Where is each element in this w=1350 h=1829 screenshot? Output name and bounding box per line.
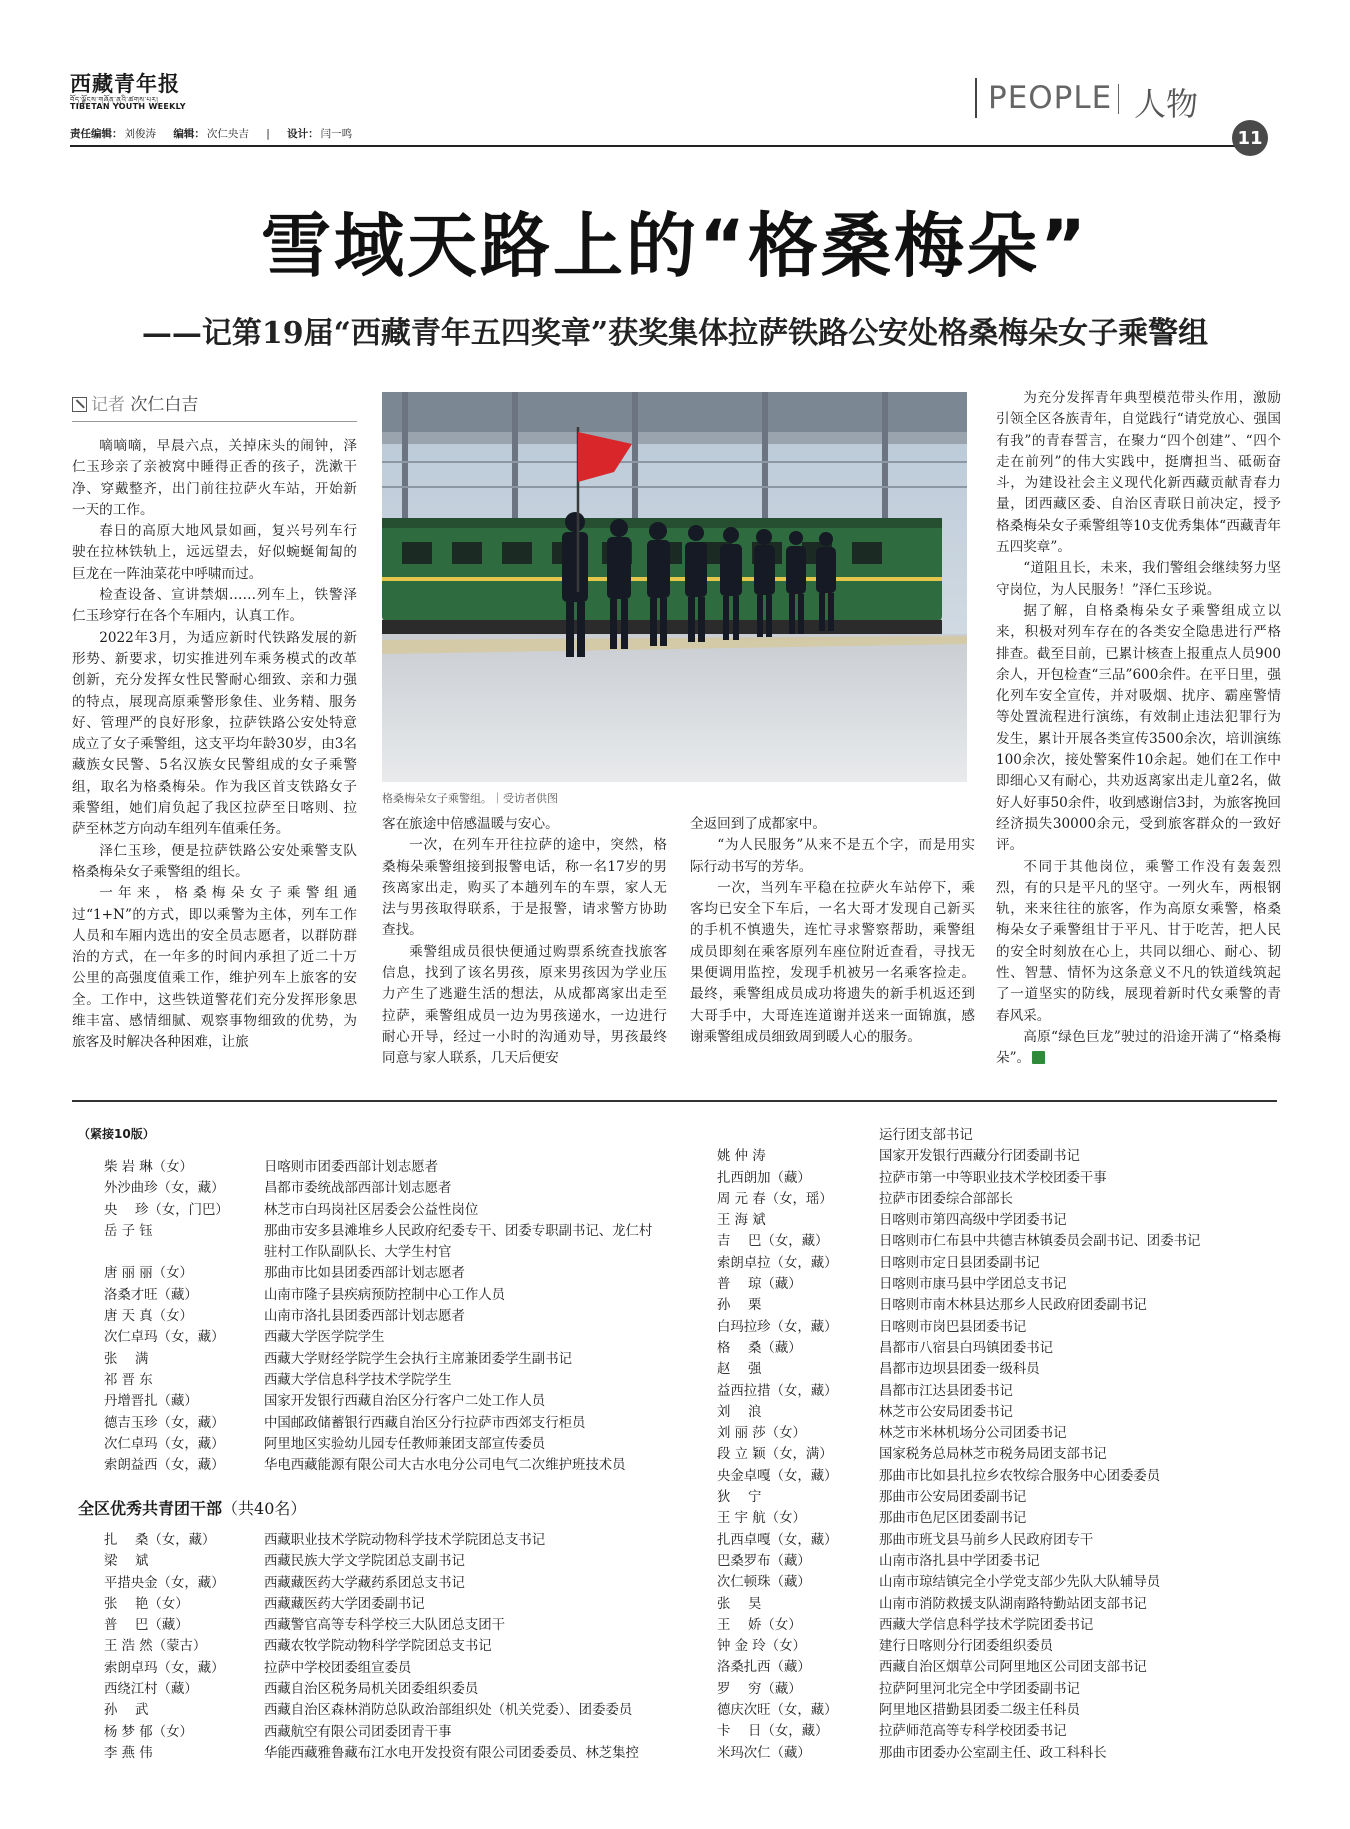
list-item-post: 林芝市公安局团委书记 bbox=[879, 1404, 1013, 1420]
list-item-post: 西藏大学财经学院学生会执行主席兼团委学生副书记 bbox=[264, 1351, 572, 1367]
closing-text: 高原“绿色巨龙”驶过的沿途开满了“格桑梅朵”。 bbox=[996, 1028, 1281, 1067]
photo-caption: 格桑梅朵女子乘警组。｜受访者供图 bbox=[382, 792, 558, 805]
list-item-post: 日喀则市团委西部计划志愿者 bbox=[264, 1160, 439, 1175]
list-item bbox=[717, 1700, 1287, 1721]
list-item-post: 西藏航空有限公司团委团青干事 bbox=[264, 1724, 452, 1740]
list-item-post: 西藏藏医药大学团委副书记 bbox=[264, 1596, 425, 1612]
list-item bbox=[717, 1253, 1287, 1274]
list-item-name: 米玛次仁（藏） bbox=[717, 1745, 811, 1761]
list-item bbox=[104, 1743, 659, 1764]
paragraph: 客在旅途中倍感温暖与安心。 bbox=[382, 816, 559, 832]
list-item bbox=[717, 1594, 1287, 1615]
paragraph: 乘警组成员很快便通过购票系统查找旅客信息，找到了该名男孩，原来男孩因为学业压力产生了逃避生活的想法，从成都离家出走至拉萨，乘警组成员一边为男孩递水，一边进行耐心开导，经过一小时的沟通劝导，男孩最终同意与家人联系，几天后便安 bbox=[382, 943, 667, 1067]
list-item-post: 山南市洛扎县团委西部计划志愿者 bbox=[264, 1309, 465, 1325]
subheadline: ——记第19届“西藏青年五四奖章”获奖集体拉萨铁路公安处格桑梅朵女子乘警组 bbox=[141, 316, 1209, 351]
list-item-post: 国家开发银行西藏自治区分行客户二处工作人员 bbox=[264, 1394, 546, 1410]
designer: 闫一鸣 bbox=[320, 128, 353, 140]
list-item-name: 次仁顿珠（藏） bbox=[717, 1575, 811, 1591]
article-column-4 bbox=[996, 388, 1281, 1070]
list-item-post: 西藏藏医药大学藏药系团总支书记 bbox=[264, 1575, 465, 1591]
list-item bbox=[104, 1285, 659, 1306]
list-item-name: 外沙曲珍（女，藏） bbox=[104, 1181, 225, 1197]
list-item bbox=[104, 1200, 659, 1221]
article-photo bbox=[382, 392, 967, 782]
paragraph: 一年来，格桑梅朵女子乘警组通过“1+N”的方式，即以乘警为主体，列车工作人员和车厢内选出的安全员志愿者，以群防群治的方式，在一年多的时间内承担了近二十万公里的高强度值乘工作，维护列车上旅客的安全。工作中，这些铁道警花们充分发挥形象思维丰富、感情细腻、观察事物细致的优势，为旅客及时解决各种困难，让旅 bbox=[72, 885, 357, 1051]
list-item bbox=[104, 1221, 659, 1264]
list-item-post: 林芝市米林机场分公司团委书记 bbox=[879, 1426, 1067, 1442]
list-item-name: 赵 强 bbox=[717, 1362, 762, 1378]
list-item-name: 孙 栗 bbox=[717, 1298, 762, 1314]
list-item-name: 白玛拉珍（女，藏） bbox=[717, 1319, 838, 1335]
list-item-name: 次仁卓玛（女，藏） bbox=[104, 1436, 225, 1452]
list-item-name: 祁 晋 东 bbox=[104, 1372, 153, 1388]
list-item-post: 昌都市边坝县团委一级科员 bbox=[879, 1362, 1040, 1378]
list-item-post: 西藏自治区森林消防总队政治部组织处（机关党委）、团委委员 bbox=[264, 1703, 633, 1719]
list-item-post: 拉萨市第一中等职业技术学校团委干事 bbox=[879, 1170, 1107, 1186]
list-item bbox=[717, 1423, 1287, 1444]
paragraph: 不同于其他岗位，乘警工作没有轰轰烈烈，有的只是平凡的坚守。一列火车，两根钢轨，来来往往的旅客，作为高原女乘警，格桑梅朵女子乘警组甘于平凡、甘于吃苦，把人民的安全时刻放在心上，共同以细心、耐心、韧性、智慧、情怀为这条意义不凡的铁道线筑起了一道坚实的防线，展现着新时代女乘警的青春风采。 bbox=[996, 858, 1281, 1024]
list-item-post: 拉萨中学校团委组宣委员 bbox=[264, 1660, 412, 1676]
list-item-name: 扎 桑（女，藏） bbox=[104, 1533, 216, 1548]
list-item-post: 那曲市比如县扎拉乡农牧综合服务中心团委委员 bbox=[879, 1468, 1161, 1484]
list-item-name: 扎西朗加（藏） bbox=[717, 1170, 811, 1186]
paragraph: 嘀嘀嘀，早晨六点，关掉床头的闹钟，泽仁玉珍亲了亲被窝中睡得正香的孩子，洗漱干净、穿戴整齐，出门前往拉萨火车站，开始新一天的工作。 bbox=[72, 438, 357, 518]
list-item-name: 刘 丽 莎（女） bbox=[717, 1426, 806, 1442]
list-item bbox=[104, 1434, 659, 1455]
list-item bbox=[717, 1402, 1287, 1423]
list-item-name: 次仁卓玛（女，藏） bbox=[104, 1330, 225, 1346]
list-item-name: 张 昊 bbox=[717, 1596, 762, 1612]
list-item-post: 昌都市委统战部西部计划志愿者 bbox=[264, 1181, 452, 1197]
list-item-post: 山南市消防救援支队湖南路特勤站团支部书记 bbox=[879, 1596, 1147, 1612]
list-item-name: 扎西卓嘎（女，藏） bbox=[717, 1532, 838, 1548]
list-item-post: 日喀则市南木林县达那乡人民政府团委副书记 bbox=[879, 1298, 1147, 1314]
list-item-name: 张 艳（女） bbox=[104, 1596, 189, 1612]
paragraph: 2022年3月，为适应新时代铁路发展的新形势、新要求，切实推进列车乘务模式的改革创新，充分发挥女性民警耐心细致、亲和力强的特点，展现高原乘警形象佳、业务精、服务好、管理严的良好形象，拉萨铁路公安处特意成立了女子乘警组，这支平均年龄30岁，由3名藏族女民警、5名汉族女民警组成的女子乘警组，取名为格桑梅朵。作为我区首支铁路女子乘警组，她们肩负起了我区拉萨至日喀则、拉萨至林芝方向动车组列车值乘任务。 bbox=[72, 629, 357, 838]
credits-separator: | bbox=[266, 128, 270, 140]
list-item-name: 德庆次旺（女，藏） bbox=[717, 1703, 838, 1719]
list-item-post: 华电西藏能源有限公司大古水电分公司电气二次维护班技术员 bbox=[264, 1458, 626, 1474]
list-item bbox=[717, 1466, 1287, 1487]
list-item bbox=[717, 1508, 1287, 1529]
list-item bbox=[717, 1189, 1287, 1210]
list-item bbox=[717, 1168, 1287, 1189]
list-item bbox=[104, 1157, 659, 1178]
list-item bbox=[717, 1530, 1287, 1551]
list-item bbox=[104, 1636, 659, 1657]
list-item bbox=[104, 1594, 659, 1615]
list-item-post: 拉萨阿里河北完全中学团委副书记 bbox=[879, 1681, 1080, 1697]
editor-credits bbox=[70, 126, 352, 141]
list-item bbox=[104, 1455, 659, 1476]
pen-icon bbox=[72, 397, 87, 412]
list-item bbox=[104, 1615, 659, 1636]
list-item bbox=[104, 1679, 659, 1700]
list-item-name: 狄 宁 bbox=[717, 1490, 762, 1506]
list-item-post: 那曲市比如县团委西部计划志愿者 bbox=[264, 1266, 465, 1282]
list-item-name: 罗 穷（藏） bbox=[717, 1681, 802, 1697]
list-item-post: 阿里地区实验幼儿园专任教师兼团支部宣传委员 bbox=[264, 1436, 546, 1452]
list-item-post: 西藏警官高等专科学校三大队团总支团干 bbox=[264, 1618, 506, 1634]
list-item-post: 中国邮政储蓄银行西藏自治区分行拉萨市西郊支行柜员 bbox=[264, 1415, 586, 1431]
list-item-name: 索朗益西（女，藏） bbox=[104, 1458, 225, 1474]
section-divider bbox=[1118, 84, 1119, 114]
newspaper-name-english: TIBETAN YOUTH WEEKLY bbox=[70, 102, 186, 111]
headline: 雪域天路上的“格桑梅朵” bbox=[260, 205, 1089, 287]
list-item-name: 柴 岩 琳（女） bbox=[104, 1160, 193, 1175]
paragraph: 泽仁玉珍，便是拉萨铁路公安处乘警支队格桑梅朵女子乘警组的组长。 bbox=[72, 842, 357, 880]
list-item bbox=[717, 1721, 1287, 1742]
list-item bbox=[717, 1210, 1287, 1231]
list-item-name: 益西拉措（女，藏） bbox=[717, 1383, 838, 1399]
list-item-name: 洛桑扎西（藏） bbox=[717, 1660, 811, 1676]
list-item-post: 拉萨师范高等专科学校团委书记 bbox=[879, 1724, 1067, 1740]
editor: 次仁央吉 bbox=[206, 128, 249, 140]
section-rule bbox=[72, 1100, 1277, 1102]
list-item bbox=[717, 1231, 1287, 1252]
paragraph: 一次，在列车开往拉萨的途中，突然，格桑梅朵乘警组接到报警电话，称一名17岁的男孩离家出走，购买了本趟列车的车票，家人无法与男孩取得联系，于是报警，请求警方协助查找。 bbox=[382, 837, 667, 939]
newspaper-name: 西藏青年报 bbox=[70, 71, 180, 96]
list-item-name: 段 立 颖（女，满） bbox=[717, 1447, 833, 1463]
list-item-name: 格 桑（藏） bbox=[717, 1340, 802, 1356]
section-title-english: PEOPLE bbox=[988, 80, 1113, 116]
newspaper-name-tibetan: བོད་ལྗོངས་གཞོན་ནུའི་ཚགས་པར། bbox=[70, 96, 159, 104]
article-column-2 bbox=[382, 814, 667, 1070]
list-item bbox=[104, 1700, 659, 1721]
editor-label: 编辑： bbox=[173, 128, 205, 140]
list-item-name: 李 燕 伟 bbox=[104, 1745, 153, 1761]
byline-label: 记者 bbox=[91, 395, 125, 415]
list-item-post: 日喀则市康马县中学团总支书记 bbox=[879, 1277, 1067, 1293]
list-item-post: 西藏大学医学院学生 bbox=[264, 1330, 385, 1346]
list-item-post: 山南市洛扎县中学团委书记 bbox=[879, 1553, 1040, 1569]
list-item bbox=[717, 1295, 1287, 1316]
list-item bbox=[717, 1657, 1287, 1678]
list-item-name: 姚 仲 涛 bbox=[717, 1149, 766, 1165]
list-item-post: 日喀则市第四高级中学团委书记 bbox=[879, 1213, 1067, 1229]
list-item bbox=[717, 1359, 1287, 1380]
closing-paragraph bbox=[996, 1027, 1281, 1070]
list-item-name: 卡 日（女，藏） bbox=[717, 1724, 829, 1740]
paragraph: “为人民服务”从来不是五个字，而是用实际行动书写的芳华。 bbox=[690, 837, 975, 875]
list-item-name: 央金卓嘎（女，藏） bbox=[717, 1468, 838, 1484]
list-item-post: 那曲市团委办公室副主任、政工科科长 bbox=[879, 1745, 1107, 1761]
list-item bbox=[104, 1178, 659, 1199]
list-item bbox=[104, 1306, 659, 1327]
continued-note: （紧接10版） bbox=[78, 1127, 155, 1141]
list-item-post: 那曲市公安局团委副书记 bbox=[879, 1490, 1027, 1506]
list-title bbox=[78, 1496, 306, 1519]
list-item-post: 那曲市班戈县马前乡人民政府团专干 bbox=[879, 1532, 1094, 1548]
list-item-name: 巴桑罗布（藏） bbox=[717, 1553, 811, 1569]
list-item-name: 唐 天 真（女） bbox=[104, 1309, 193, 1325]
list-item-post: 西藏大学信息科学技术学院学生 bbox=[264, 1372, 452, 1388]
paragraph: 为充分发挥青年典型模范带头作用，激励引领全区各族青年，自觉践行“请党放心、强国有我”的青春誓言，在聚力“四个创建”、“四个走在前列”的伟大实践中，挺膺担当、砥砺奋斗，为建设社会主义现代化新西藏贡献青春力量，团西藏区委、自治区青联日前决定，授予格桑梅朵女子乘警组等10支优秀集体“西藏青年五四奖章”。 bbox=[996, 390, 1281, 556]
list-item-post: 国家开发银行西藏分行团委副书记 bbox=[879, 1149, 1080, 1165]
list-item-post: 拉萨市团委综合部部长 bbox=[879, 1191, 1013, 1207]
list-item-name: 孙 武 bbox=[104, 1703, 149, 1719]
paragraph: “道阻且长，未来，我们警组会继续努力坚守岗位，为人民服务！”泽仁玉珍说。 bbox=[996, 560, 1281, 598]
list-item bbox=[717, 1317, 1287, 1338]
list-item-name: 周 元 春（女，瑶） bbox=[717, 1191, 833, 1207]
list-item-name: 普 巴（藏） bbox=[104, 1618, 189, 1634]
list-item bbox=[104, 1658, 659, 1679]
list-item bbox=[104, 1413, 659, 1434]
list-item-post: 日喀则市岗巴县团委书记 bbox=[879, 1319, 1027, 1335]
list-item-name: 普 琼（藏） bbox=[717, 1277, 802, 1293]
list-item-name: 丹增晋扎（藏） bbox=[104, 1394, 198, 1410]
list-item bbox=[717, 1743, 1287, 1764]
list-item bbox=[104, 1530, 659, 1551]
list-title-count: （共40名） bbox=[222, 1499, 307, 1518]
list-item-name: 梁 斌 bbox=[104, 1554, 149, 1570]
list-item bbox=[717, 1487, 1287, 1508]
list-item bbox=[717, 1615, 1287, 1636]
list-item-name: 央 珍（女，门巴） bbox=[104, 1202, 229, 1218]
list-item bbox=[104, 1327, 659, 1348]
list-item-post: 阿里地区措勤县团委二级主任科员 bbox=[879, 1703, 1080, 1719]
list-item bbox=[717, 1146, 1287, 1167]
paragraph: 据了解，自格桑梅朵女子乘警组成立以来，积极对列车存在的各类安全隐患进行严格排查。截至目前，已累计核查上报重点人员900余人，开包检查“三品”600余件。在平日里，强化列车安全宣传，并对吸烟、扰序、霸座警情等处置流程进行演练，有效制止违法犯罪行为发生，累计开展各类宣传3500余次，培训演练100余次，接处警案件10余起。她们在工作中即细心又有耐心，共劝返离家出走儿童2名，做好人好事50余件，收到感谢信3封，为旅客挽回经济损失30000余元，受到旅客群众的一致好评。 bbox=[996, 602, 1281, 854]
list-item bbox=[717, 1381, 1287, 1402]
train-platform-photo bbox=[382, 392, 967, 782]
list-item-post: 建行日喀则分行团委组织委员 bbox=[879, 1639, 1054, 1655]
list-item-name: 王 娇（女） bbox=[717, 1617, 802, 1633]
list-item bbox=[717, 1636, 1287, 1657]
list-item-post: 那曲市色尼区团委副书记 bbox=[879, 1511, 1027, 1527]
list-item-name: 平措央金（女，藏） bbox=[104, 1575, 225, 1591]
article-end-icon bbox=[1032, 1051, 1045, 1064]
list-item-post: 山南市隆子县疾病预防控制中心工作人员 bbox=[264, 1287, 506, 1303]
list-item-name: 张 满 bbox=[104, 1351, 149, 1367]
list-item bbox=[104, 1391, 659, 1412]
paragraph: 全返回到了成都家中。 bbox=[690, 816, 826, 832]
list-item-name: 洛桑才旺（藏） bbox=[104, 1287, 198, 1303]
list-item bbox=[104, 1551, 659, 1572]
list-item-post: 西藏农牧学院动物科学学院团总支书记 bbox=[264, 1639, 492, 1655]
list-item-post: 西藏职业技术学院动物科学技术学院团总支书记 bbox=[264, 1533, 546, 1548]
list-item-name: 德吉玉珍（女，藏） bbox=[104, 1415, 225, 1431]
page-number-badge: 11 bbox=[1232, 120, 1268, 156]
list-item-name: 刘 浪 bbox=[717, 1404, 762, 1420]
byline-author: 次仁白吉 bbox=[130, 395, 199, 415]
list-item-post: 西藏大学信息科学技术学院团委书记 bbox=[879, 1617, 1094, 1633]
award-list-b bbox=[104, 1530, 659, 1764]
list-item-post: 日喀则市仁布县中共德吉林镇委员会副书记、团委书记 bbox=[879, 1234, 1201, 1250]
list-item-post: 西藏民族大学文学院团总支副书记 bbox=[264, 1554, 465, 1570]
list-item bbox=[104, 1263, 659, 1284]
award-list-a bbox=[104, 1157, 659, 1476]
list-item-name: 杨 梦 郁（女） bbox=[104, 1724, 193, 1740]
list-item-name: 王 宇 航（女） bbox=[717, 1511, 806, 1527]
list-item-name: 索朗卓玛（女，藏） bbox=[104, 1660, 225, 1676]
award-list-c bbox=[717, 1125, 1287, 1764]
list-item-post: 林芝市白玛岗社区居委会公益性岗位 bbox=[264, 1202, 479, 1218]
list-item-post: 西藏自治区烟草公司阿里地区公司团支部书记 bbox=[879, 1660, 1147, 1676]
list-item bbox=[717, 1551, 1287, 1572]
list-item-name: 西绕江村（藏） bbox=[104, 1682, 198, 1698]
list-item-name: 王 浩 然（蒙古） bbox=[104, 1639, 207, 1655]
list-item-name: 吉 巴（女，藏） bbox=[717, 1234, 829, 1250]
list-item bbox=[717, 1444, 1287, 1465]
list-item bbox=[104, 1370, 659, 1391]
list-item-name: 钟 金 玲（女） bbox=[717, 1639, 806, 1655]
list-item bbox=[104, 1573, 659, 1594]
list-item-post: 国家税务总局林芝市税务局团支部书记 bbox=[879, 1447, 1107, 1463]
list-item bbox=[717, 1274, 1287, 1295]
byline bbox=[72, 390, 357, 422]
list-item bbox=[717, 1338, 1287, 1359]
list-item-name: 王 海 斌 bbox=[717, 1213, 766, 1229]
list-item-name: 唐 丽 丽（女） bbox=[104, 1266, 193, 1282]
list-item bbox=[717, 1679, 1287, 1700]
list-item bbox=[717, 1125, 1287, 1146]
section-divider bbox=[975, 78, 977, 118]
list-item-name: 岳 子 钰 bbox=[104, 1223, 153, 1239]
list-item bbox=[717, 1572, 1287, 1593]
paragraph: 检查设备、宣讲禁烟……列车上，铁警泽仁玉珍穿行在各个车厢内，认真工作。 bbox=[72, 587, 357, 625]
designer-label: 设计： bbox=[287, 128, 319, 140]
list-item-post: 昌都市江达县团委书记 bbox=[879, 1383, 1013, 1399]
list-item-post: 华能西藏雅鲁藏布江水电开发投资有限公司团委委员、林芝集控 bbox=[264, 1745, 639, 1761]
list-item bbox=[104, 1349, 659, 1370]
list-item-post: 那曲市安多县滩堆乡人民政府纪委专干、团委专职副书记、龙仁村驻村工作队副队长、大学生村官 bbox=[264, 1223, 653, 1261]
header-rule bbox=[70, 145, 1235, 147]
article-column-3 bbox=[690, 814, 975, 1048]
list-item-post: 山南市琼结镇完全小学党支部少先队大队辅导员 bbox=[879, 1575, 1161, 1591]
list-item bbox=[104, 1722, 659, 1743]
list-item-post: 西藏自治区税务局机关团委组织委员 bbox=[264, 1682, 479, 1698]
list-item-post: 昌都市八宿县白玛镇团委书记 bbox=[879, 1340, 1054, 1356]
list-item-name: 索朗卓拉（女，藏） bbox=[717, 1255, 838, 1271]
section-title-chinese: 人物 bbox=[1134, 85, 1199, 123]
paragraph: 春日的高原大地风景如画，复兴号列车行驶在拉林铁轨上，远远望去，好似蜿蜒匍匐的巨龙在一阵油菜花中呼啸而过。 bbox=[72, 523, 357, 582]
article-column-1 bbox=[72, 436, 357, 1054]
chief-editor-label: 责任编辑： bbox=[70, 128, 123, 140]
paragraph: 一次，当列车平稳在拉萨火车站停下，乘客均已安全下车后，一名大哥才发现自己新买的手机不慎遗失，连忙寻求警察帮助，乘警组成员即刻在乘客原列车座位附近查看，寻找无果便调用监控，发现手机被另一名乘客捡走。最终，乘警组成员成功将遗失的新手机返还到大哥手中，大哥连连道谢并送来一面锦旗，感谢乘警组成员细致周到暖人心的服务。 bbox=[690, 879, 975, 1045]
list-item-post: 运行团支部书记 bbox=[879, 1128, 973, 1143]
chief-editor: 刘俊涛 bbox=[124, 128, 156, 140]
list-title-text: 全区优秀共青团干部 bbox=[78, 1499, 223, 1518]
list-item-post: 日喀则市定日县团委副书记 bbox=[879, 1255, 1040, 1271]
